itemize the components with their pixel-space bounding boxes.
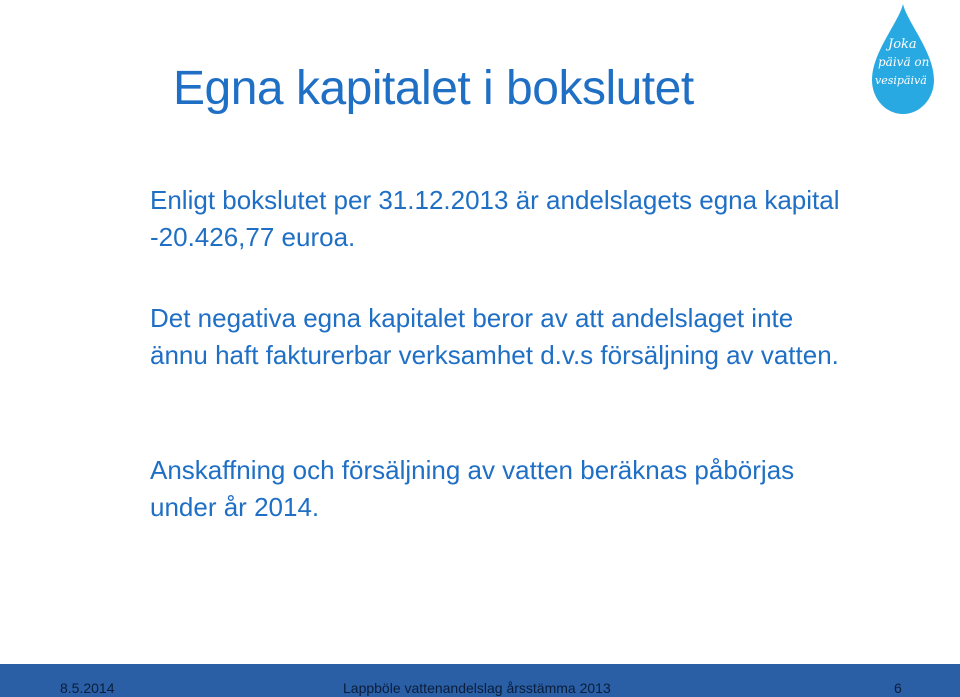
footer-title: Lappböle vattenandelslag årsstämma 2013 bbox=[343, 680, 611, 696]
logo-line-1: Joka bbox=[888, 37, 917, 52]
footer-date: 8.5.2014 bbox=[60, 680, 115, 696]
paragraph-sales-start: Anskaffning och försäljning av vatten beräknas påbörjas under år 2014. bbox=[150, 455, 795, 522]
paragraph-equity-amount: Enligt bokslutet per 31.12.2013 är andelslagets egna kapital -20.426,77 euroa. bbox=[150, 185, 840, 252]
water-drop-icon bbox=[866, 2, 940, 118]
paragraph-negative-equity-reason: Det negativa egna kapitalet beror av att andelslaget inte ännu haft fakturerbar verksamhet d.v.s försäljning av vatten. bbox=[150, 303, 839, 370]
slide-number: 6 bbox=[894, 680, 902, 696]
logo-line-3: vesipäivä bbox=[875, 74, 927, 87]
slide-title: Egna kapitalet i bokslutet bbox=[173, 62, 694, 115]
logo-line-2: päivä on bbox=[878, 55, 930, 69]
